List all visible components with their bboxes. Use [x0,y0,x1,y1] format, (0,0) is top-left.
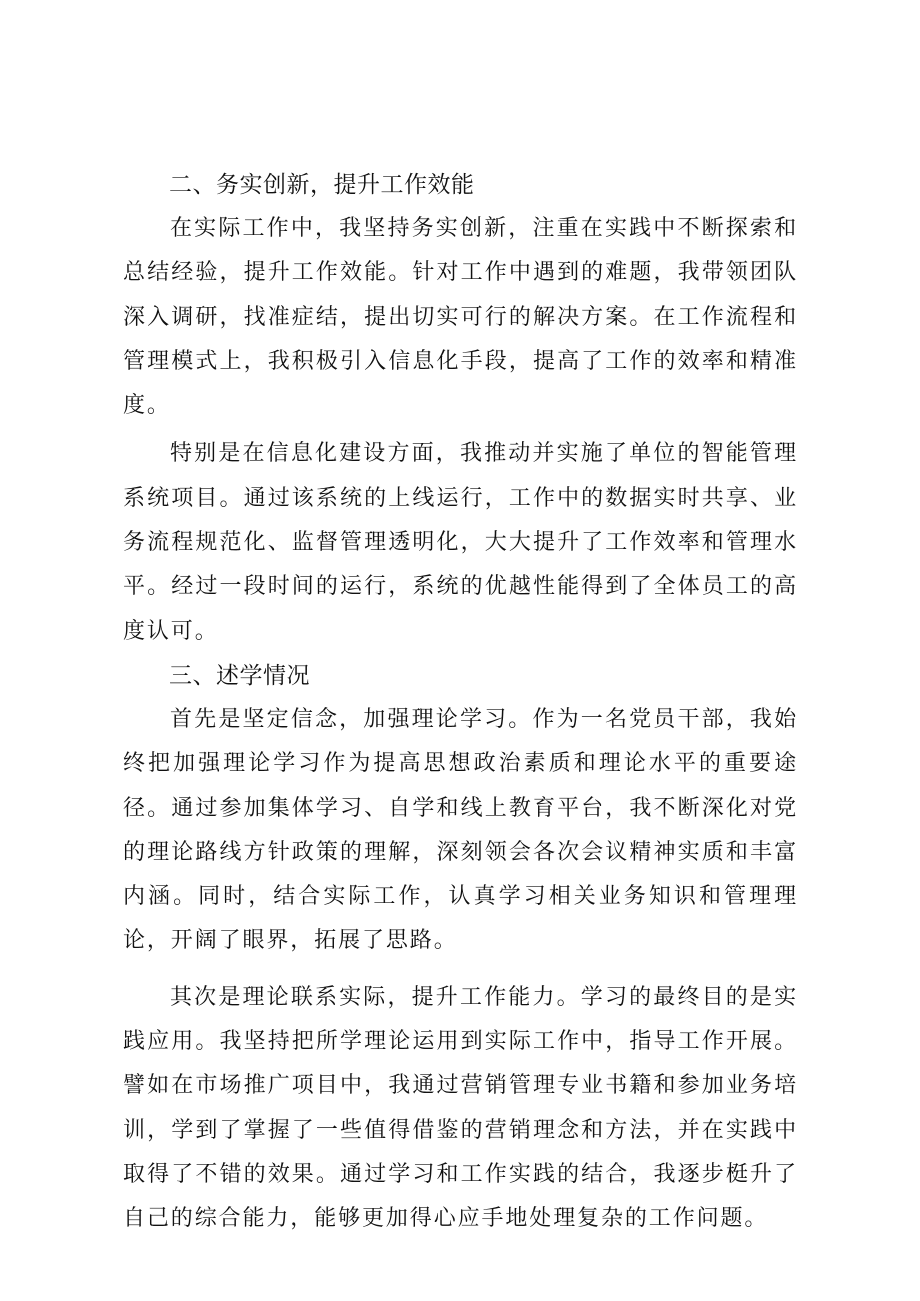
paragraph-information-system: 特别是在信息化建设方面，我推动并实施了单位的智能管理系统项目。通过该系统的上线运行，工作中的数据实时共享、业务流程规范化、监督管理透明化，大大提升了工作效率和管理水平。经过一段时间的运行，系统的优越性能得到了全体员工的高度认可。 [123,441,798,644]
section-heading-2: 二、务实创新，提升工作效能 [169,172,475,198]
section-heading-3: 三、述学情况 [169,662,310,689]
paragraph-theory-practice: 其次是理论联系实际，提升工作能力。学习的最终目的是实践应用。我坚持把所学理论运用到实际工作中，指导工作开展。譬如在市场推广项目中，我通过营销管理专业书籍和参加业务培训，学到了掌握了一些值得借鉴的营销理念和方法，并在实践中取得了不错的效果。通过学习和工作实践的结合，我逐步梃升了自己的综合能力，能够更加得心应手地处理复杂的工作问题。 [123,984,798,1232]
paragraph-practical-innovation: 在实际工作中，我坚持务实创新，注重在实践中不断探索和总结经验，提升工作效能。针对工作中遇到的难题，我带领团队深入调研，找准症结，提出切实可行的解决方案。在工作流程和管理模式上，我积极引入信息化手段，提高了工作的效率和精准度。 [123,216,798,419]
paragraph-theory-study: 首先是坚定信念，加强理论学习。作为一名党员干部，我始终把加强理论学习作为提高思想政治素质和理论水平的重要途径。通过参加集体学习、自学和线上教育平台，我不断深化对党的理论路线方针政策的理解，深刻领会各次会议精神实质和丰富内涵。同时，结合实际工作，认真学习相关业务知识和管理理论，开阔了眼界，拓展了思路。 [123,706,798,954]
document-body [123,163,798,1242]
